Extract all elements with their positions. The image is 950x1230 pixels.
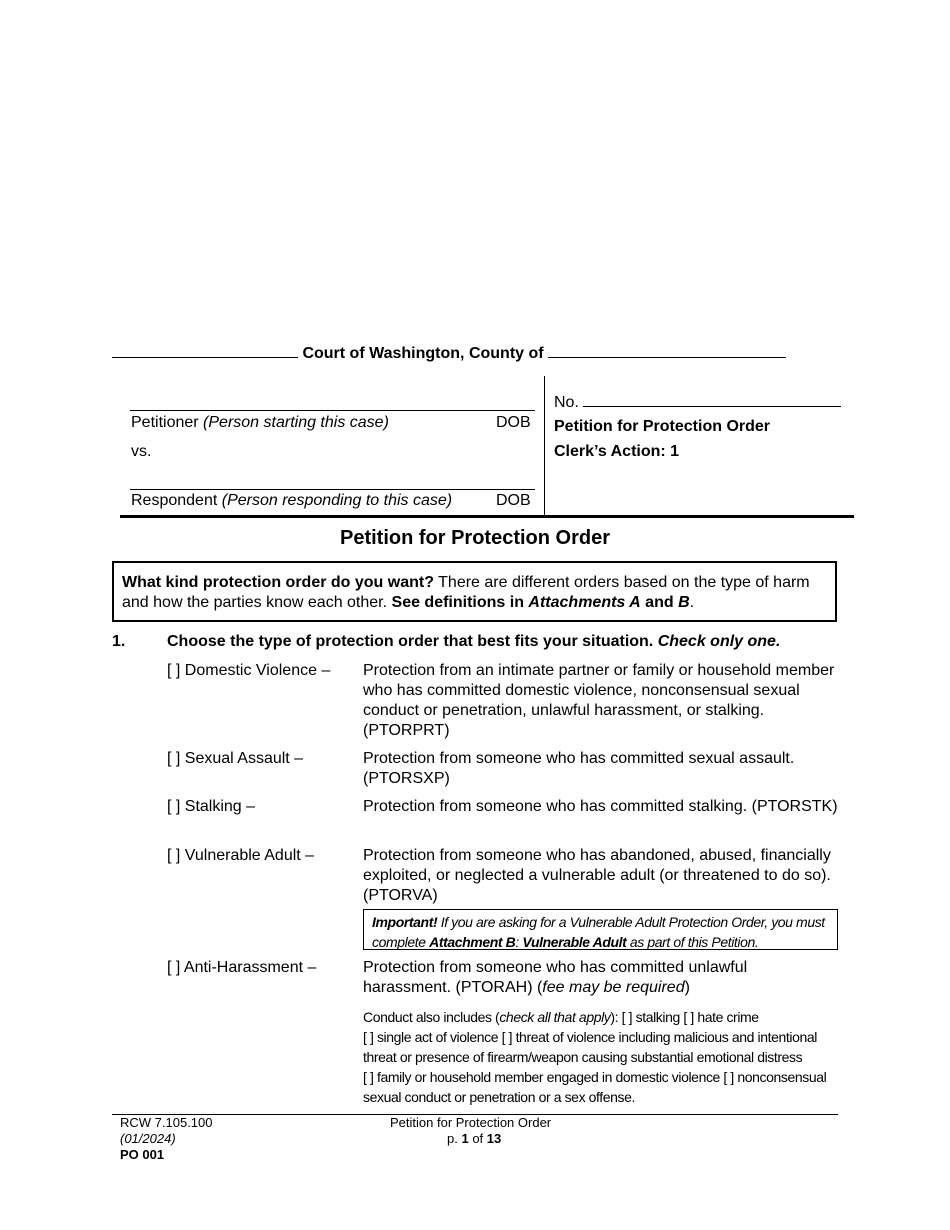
option-desc: Protection from an intimate partner or family or household member who has committed domestic violence, nonconsensual sexual conduct or penetration, unlawful harassment, or stalking. (PTORPRT) [363, 662, 835, 739]
option-desc: Protection from someone who has committed stalking. (PTORSTK) [363, 798, 838, 815]
option-desc: Protection from someone who has committed unlawful harassment. (PTORAH) (fee may be required) [363, 959, 748, 996]
doc-title: Petition for Protection Order [554, 418, 771, 435]
section-heading: Choose the type of protection order that best fits your situation. Check only one. [167, 633, 781, 650]
court-line [112, 345, 832, 363]
option-anti-harassment[interactable]: [ ] Anti-Harassment – [167, 959, 317, 976]
footer-page: p. 1 of 13 [447, 1131, 502, 1146]
footer-title: Petition for Protection Order [390, 1115, 552, 1130]
option-desc: Protection from someone who has abandoned, abused, financially exploited, or neglected a vulnerable adult (or threatened to do so). (PTORVA) [363, 847, 831, 904]
county-blank[interactable] [548, 356, 786, 358]
vulnerable-adult-note: Important! If you are asking for a Vulnerable Adult Protection Order, you must complete Attachment B: Vulnerable Adult as part of this Petition. [363, 909, 838, 950]
petitioner-name-blank[interactable] [130, 410, 535, 411]
court-text: Court of Washington, County of [302, 345, 544, 362]
petitioner-label: Petitioner (Person starting this case) [131, 414, 389, 431]
case-number-blank[interactable] [583, 405, 841, 407]
page-title: Petition for Protection Order [339, 527, 611, 549]
option-domestic-violence[interactable]: [ ] Domestic Violence – [167, 662, 331, 679]
option-desc: Protection from someone who has committed sexual assault. (PTORSXP) [363, 750, 795, 787]
respondent-dob-label: DOB [496, 492, 531, 509]
footer-form-number: PO 001 [120, 1147, 165, 1162]
vs-label: vs. [131, 443, 152, 460]
footer-rcw: RCW 7.105.100 [120, 1115, 213, 1130]
footer-date: (01/2024) [120, 1131, 176, 1146]
respondent-label: Respondent (Person responding to this case) [131, 492, 453, 509]
option-vulnerable-adult[interactable]: [ ] Vulnerable Adult – [167, 847, 315, 864]
conduct-checklist: Conduct also includes (check all that apply): [ ] stalking [ ] hate crime [ ] single act of violence [ ] threat of violence including malicious and intentional threat or presence of firearm/weapon causing substantial emotional distress [ ] family or household member engaged in domestic violence [ ] nonconsensual sexual conduct or penetration or a sex offense. [363, 1009, 827, 1105]
court-name-blank[interactable] [112, 356, 298, 358]
case-number: No. [554, 394, 841, 412]
option-sexual-assault[interactable]: [ ] Sexual Assault – [167, 750, 304, 767]
petitioner-dob-label: DOB [496, 414, 531, 431]
respondent-name-blank[interactable] [130, 489, 535, 490]
intro-box: What kind protection order do you want? There are different orders based on the type of harm and how the parties know each other. See definitions in Attachments A and B. [112, 561, 837, 622]
caption-divider [544, 376, 545, 515]
clerk-action: Clerk’s Action: 1 [554, 443, 680, 460]
option-stalking[interactable]: [ ] Stalking – [167, 798, 256, 815]
section-number: 1. [112, 633, 126, 650]
